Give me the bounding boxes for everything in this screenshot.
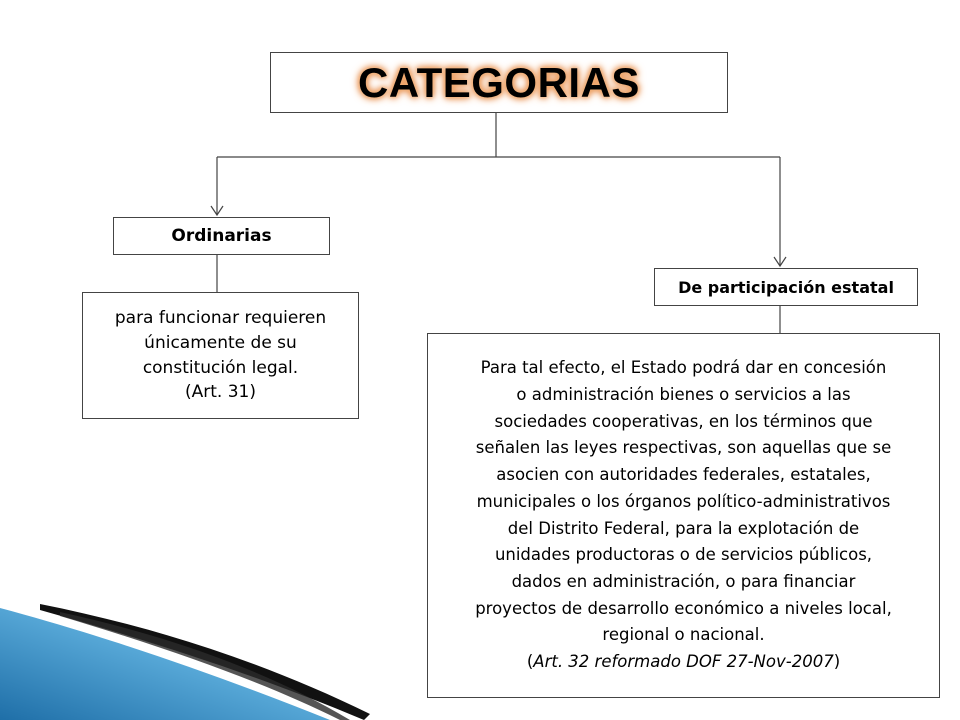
participacion-line: regional o nacional. bbox=[602, 625, 765, 645]
article-open-paren: ( bbox=[526, 652, 534, 672]
ordinarias-description bbox=[82, 292, 359, 419]
participacion-line: señalen las leyes respectivas, son aquellas que se bbox=[475, 438, 892, 458]
participacion-line: sociedades cooperativas, en los términos que bbox=[494, 411, 873, 431]
title-box bbox=[270, 52, 728, 113]
participacion-line: del Distrito Federal, para la explotación de bbox=[507, 518, 860, 538]
participacion-description bbox=[427, 333, 940, 698]
participacion-line: o administración bienes o servicios a las bbox=[516, 384, 851, 404]
participacion-line: dados en administración, o para financiar bbox=[511, 571, 856, 591]
participacion-line: asocien con autoridades federales, estatales, bbox=[496, 465, 871, 485]
ordinarias-article: (Art. 31) bbox=[185, 382, 256, 403]
participacion-line: proyectos de desarrollo económico a niveles local, bbox=[475, 598, 892, 618]
participacion-line: municipales o los órganos político-administrativos bbox=[476, 491, 891, 511]
participacion-article bbox=[527, 649, 840, 676]
participacion-line: Para tal efecto, el Estado podrá dar en concesión bbox=[480, 358, 887, 378]
ordinarias-line: constitución legal. bbox=[142, 357, 299, 378]
ordinarias-label: Ordinarias bbox=[171, 226, 272, 246]
article-reference: Art. 32 reformado DOF 27-Nov-2007 bbox=[533, 652, 834, 672]
participacion-node bbox=[654, 268, 918, 306]
ordinarias-line: únicamente de su bbox=[144, 332, 297, 353]
page-title: CATEGORIAS bbox=[358, 58, 640, 106]
participacion-line: unidades productoras o de servicios públicos, bbox=[494, 545, 873, 565]
participacion-label: De participación estatal bbox=[678, 277, 894, 297]
ordinarias-line: para funcionar requieren bbox=[114, 308, 327, 329]
article-close-paren: ) bbox=[833, 652, 841, 672]
ordinarias-node bbox=[113, 217, 330, 255]
